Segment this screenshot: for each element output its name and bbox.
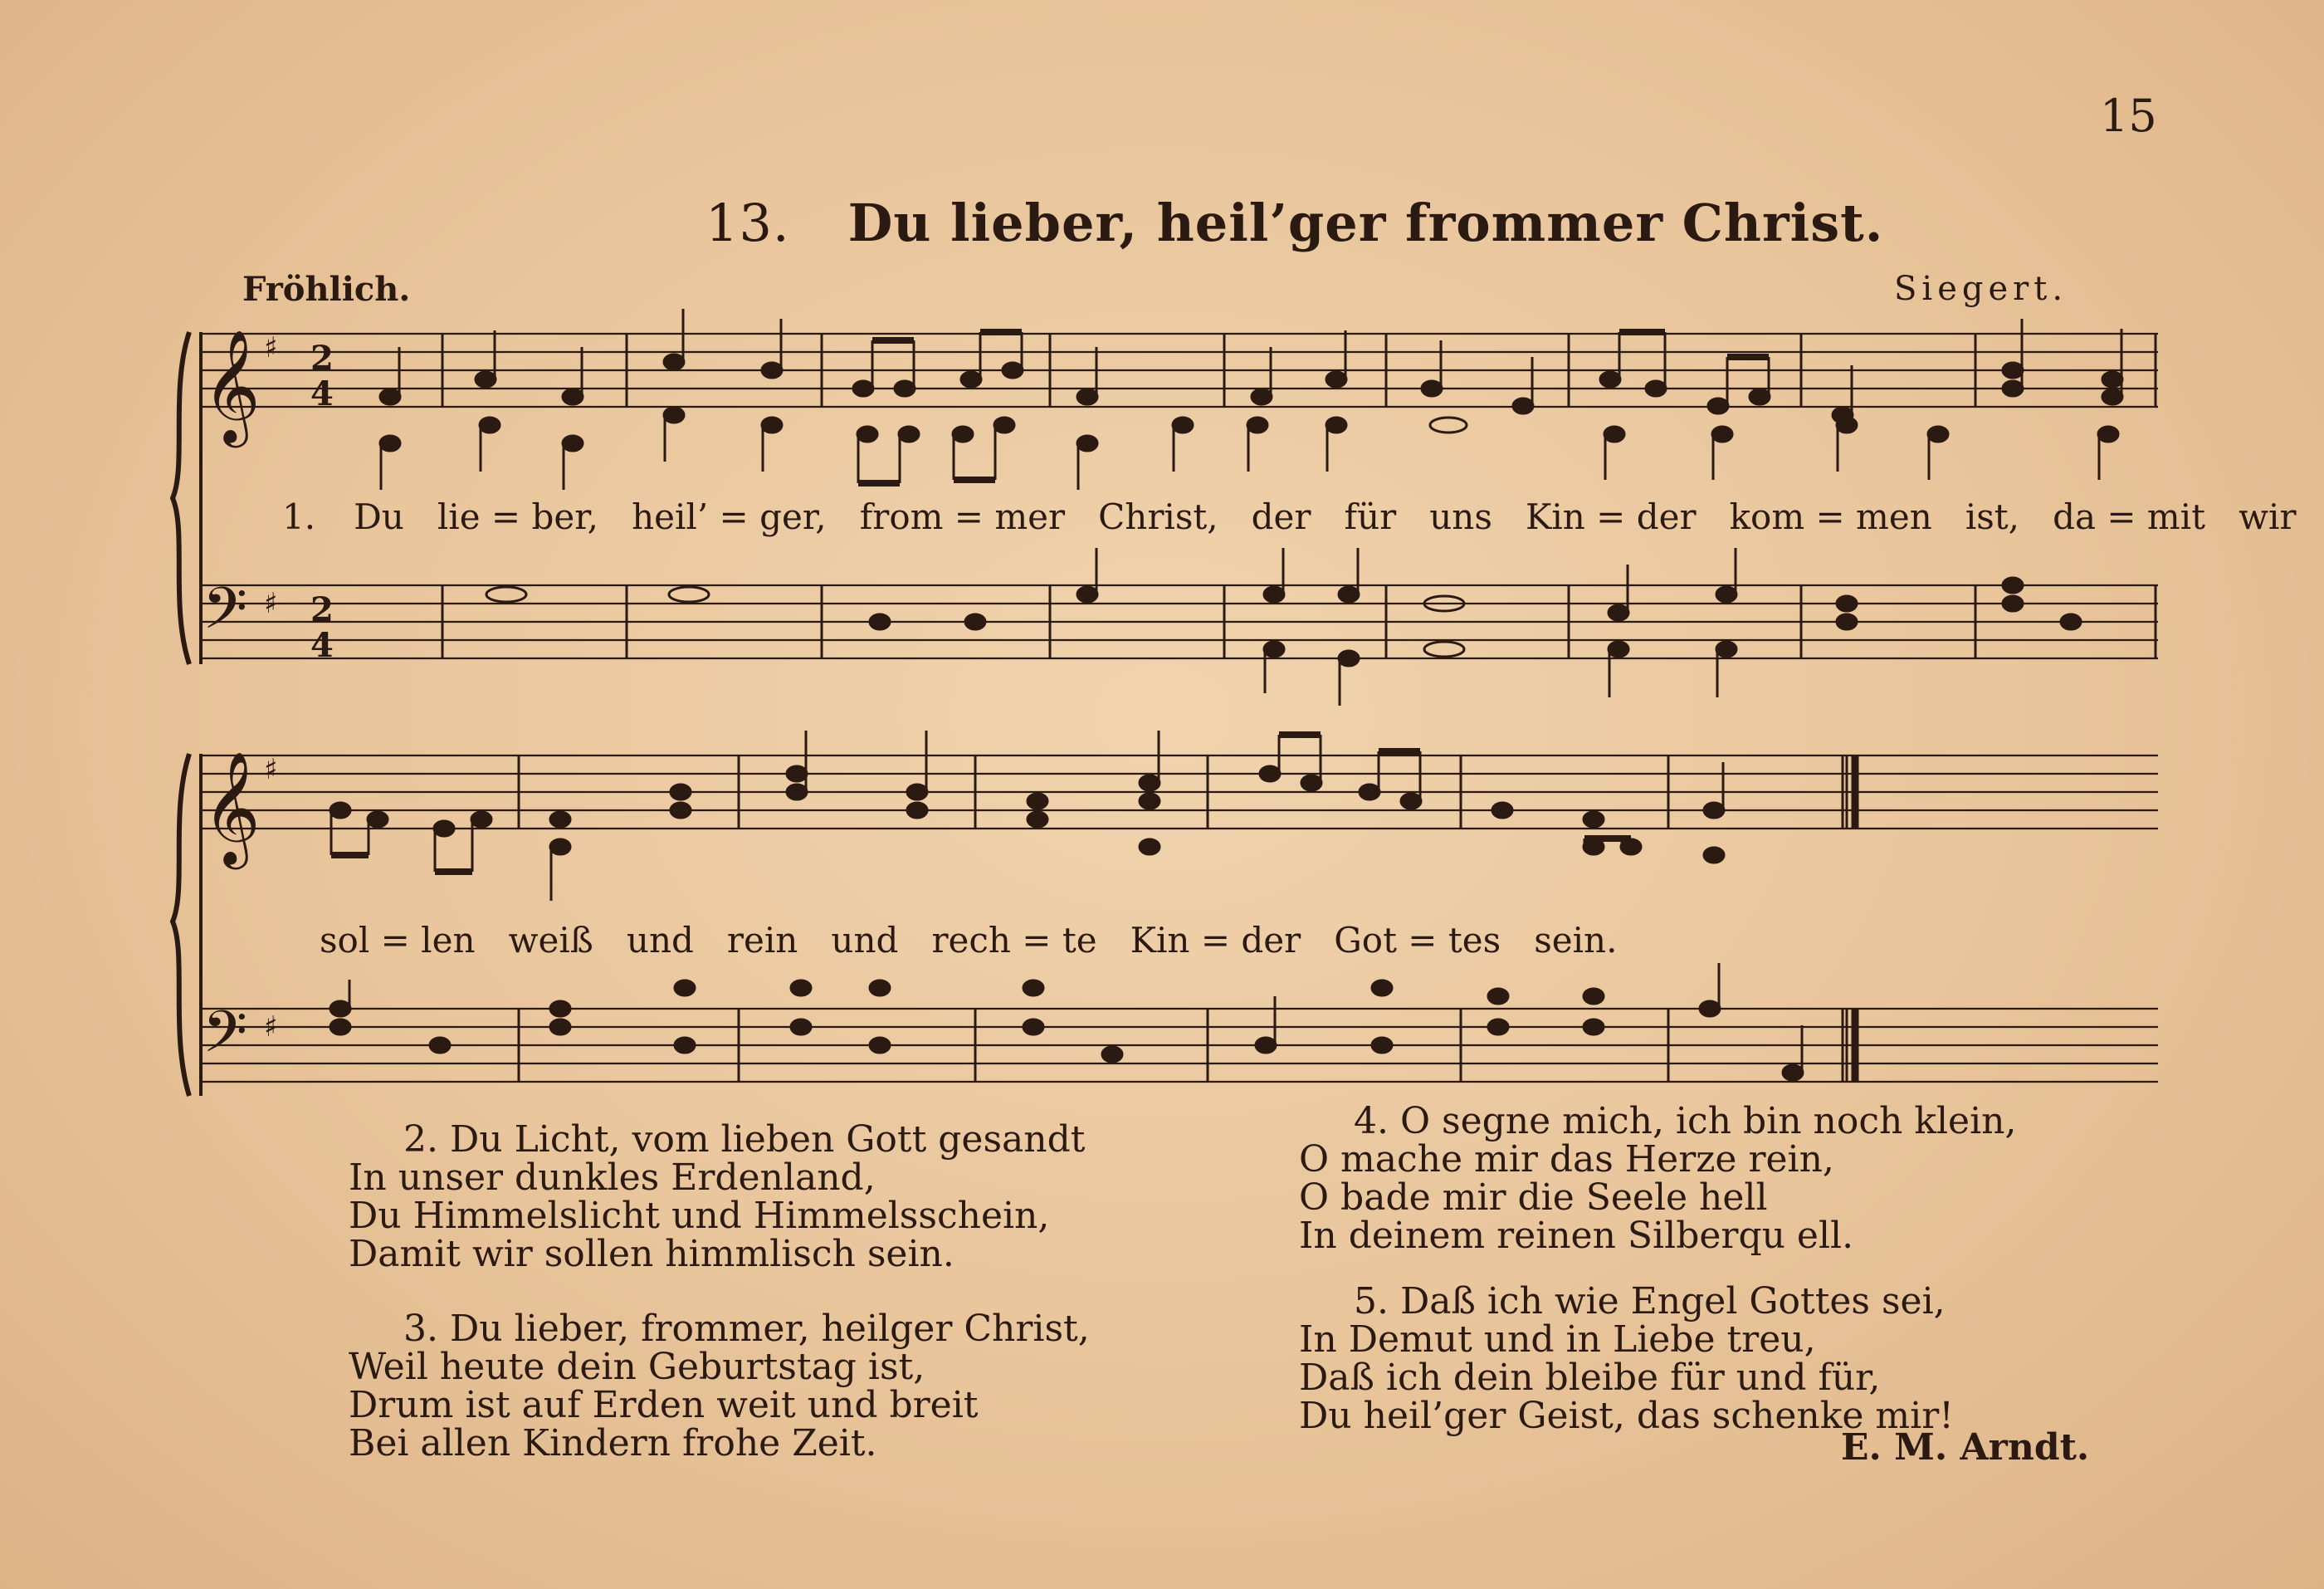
notes-bass-1 xyxy=(486,548,2081,706)
composer-name: Siegert. xyxy=(1894,270,2068,308)
stanza-3 xyxy=(349,1310,1090,1463)
stanza-5-line-3: Daß ich dein bleibe für und für, xyxy=(1299,1357,1881,1399)
lyrics-line-1-text: Du lie = ber, heil’ = ger, from = mer Christ, der für uns Kin = der kom = men ist, da = mit wir xyxy=(354,496,2297,537)
stanza-3-line-1: 3. Du lieber, frommer, heilger Christ, xyxy=(403,1308,1090,1350)
notes-treble-1 xyxy=(380,309,2122,423)
verse-number-1: 1. xyxy=(282,496,316,537)
stanza-5-line-2: In Demut und in Liebe treu, xyxy=(1299,1318,1816,1361)
tempo-marking: Fröhlich. xyxy=(242,270,411,309)
lyrics-line-1 xyxy=(282,496,2297,537)
stanza-2 xyxy=(349,1118,1086,1275)
stanza-2-line-3: Du Himmelslicht und Himmelsschein, xyxy=(349,1195,1050,1237)
barlines-2 xyxy=(519,755,1855,1082)
svg-text:4: 4 xyxy=(310,626,334,665)
stanza-2-line-4: Damit wir sollen himmlisch sein. xyxy=(349,1233,954,1275)
treble-staff-2 xyxy=(201,755,2158,829)
stanza-3-line-2: Weil heute dein Geburtstag ist, xyxy=(349,1346,925,1388)
stanza-5 xyxy=(1299,1280,1954,1437)
time-signature-treble: 2 xyxy=(310,339,334,378)
bass-staff-2 xyxy=(201,1009,2158,1082)
time-signature-bass: 2 xyxy=(310,590,334,629)
stanza-3-line-4: Bei allen Kindern frohe Zeit. xyxy=(349,1422,877,1464)
stanza-5-line-1: 5. Daß ich wie Engel Gottes sei, xyxy=(1354,1280,1946,1323)
bass-clef-2: 𝄢 xyxy=(203,998,248,1079)
lyrics-line-2 xyxy=(320,920,1617,961)
lyrics-line-2-text: sol = len weiß und rein und rech = te Kin = der Got = tes sein. xyxy=(320,920,1618,961)
page-number: 15 xyxy=(2100,90,2157,142)
system-1-brace xyxy=(173,332,189,664)
stanza-4-line-3: O bade mir die Seele hell xyxy=(1299,1176,1768,1219)
treble-clef-1: 𝄞 xyxy=(203,328,261,442)
stanza-4 xyxy=(1299,1100,2017,1257)
treble-clef-2: 𝄞 xyxy=(203,750,261,864)
bass-clef-1: 𝄢 xyxy=(203,574,248,656)
hymn-number: 13. xyxy=(706,193,790,253)
stanza-4-line-2: O mache mir das Herze rein, xyxy=(1299,1138,1834,1181)
bass-staff-1 xyxy=(201,585,2158,658)
hymn-title-text: Du lieber, heil’ger frommer Christ. xyxy=(847,193,1884,253)
svg-text:♯: ♯ xyxy=(264,331,278,364)
stanza-4-line-1: 4. O segne mich, ich bin noch klein, xyxy=(1354,1100,2017,1142)
stanza-3-line-3: Drum ist auf Erden weit und breit xyxy=(349,1384,979,1426)
notes-alto-1 xyxy=(380,408,2118,490)
svg-text:♯: ♯ xyxy=(264,587,278,620)
svg-text:♯: ♯ xyxy=(264,753,278,786)
stanza-5-line-4: Du heil’ger Geist, das schenke mir! xyxy=(1299,1395,1954,1437)
author-attribution: E. M. Arndt. xyxy=(1841,1426,2090,1469)
system-2-brace xyxy=(173,754,189,1096)
notes-bass-2 xyxy=(330,963,1803,1080)
svg-text:4: 4 xyxy=(310,374,334,413)
stanza-2-line-1: 2. Du Licht, vom lieben Gott gesandt xyxy=(403,1118,1086,1161)
svg-text:♯: ♯ xyxy=(264,1010,278,1044)
stanza-4-line-4: In deinem reinen Silberqu ell. xyxy=(1299,1215,1854,1257)
stanza-2-line-2: In unser dunkles Erdenland, xyxy=(349,1156,876,1199)
